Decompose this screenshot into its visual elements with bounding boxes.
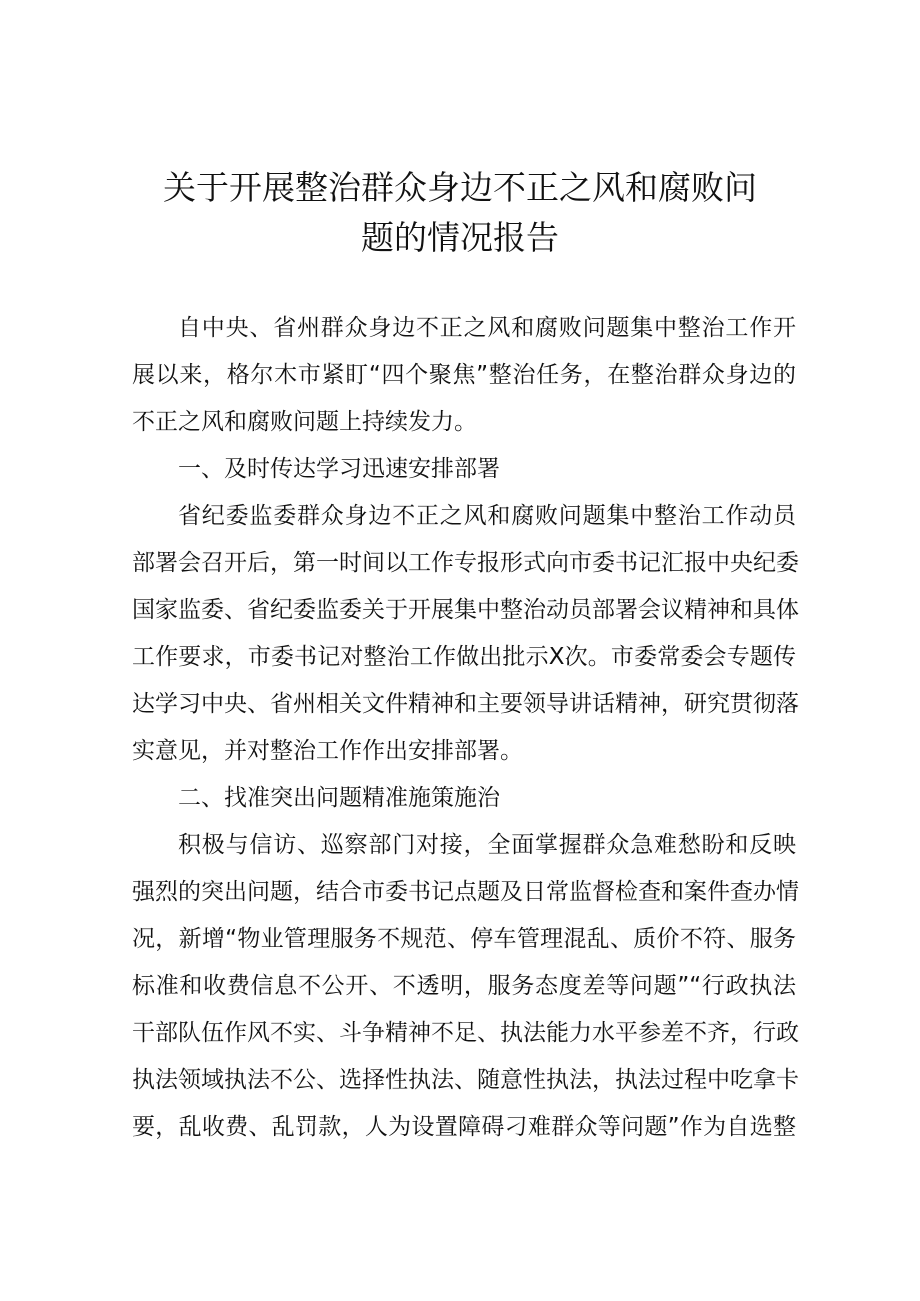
paragraph-intro xyxy=(132,305,796,446)
paragraph-line: 强烈的突出问题，结合市委书记点题及日常监督检查和案件查办情 xyxy=(132,879,799,905)
title-line-1: 关于开展整治群众身边不正之风和腐败问 xyxy=(163,168,757,207)
paragraph-line: 要，乱收费、乱罚款，人为设置障碍刁难群众等问题”作为自选整 xyxy=(132,1114,796,1140)
paragraph-line: 部署会召开后，第一时间以工作专报形式向市委书记汇报中央纪委 xyxy=(132,550,799,576)
section-heading-text: 一、及时传达学习迅速安排部署 xyxy=(178,456,500,482)
paragraph-line: 不正之风和腐败问题上持续发力。 xyxy=(132,409,477,435)
section-heading-2 xyxy=(132,775,796,822)
paragraph-line: 积极与信访、巡察部门对接，全面掌握群众急难愁盼和反映 xyxy=(178,832,796,858)
paragraph-line: 况，新增“物业管理服务不规范、停车管理混乱、质价不符、服务 xyxy=(132,926,796,952)
title-line-2: 题的情况报告 xyxy=(361,218,559,257)
paragraph-line: 执法领域执法不公、选择性执法、随意性执法，执法过程中吃拿卡 xyxy=(132,1067,799,1093)
paragraph-line: 展以来，格尔木市紧盯“四个聚焦”整治任务，在整治群众身边的 xyxy=(132,362,796,388)
paragraph-line: 达学习中央、省州相关文件精神和主要领导讲话精神，研究贯彻落 xyxy=(132,691,799,717)
paragraph-line: 省纪委监委群众身边不正之风和腐败问题集中整治工作动员 xyxy=(178,503,796,529)
section-heading-text: 二、找准突出问题精准施策施治 xyxy=(178,785,500,811)
paragraph-line: 干部队伍作风不实、斗争精神不足、执法能力水平参差不齐，行政 xyxy=(132,1020,799,1046)
paragraph-section-2 xyxy=(132,822,799,1151)
document-title xyxy=(120,163,800,263)
paragraph-line: 实意见，并对整治工作作出安排部署。 xyxy=(132,738,523,764)
paragraph-line: 自中央、省州群众身边不正之风和腐败问题集中整治工作开 xyxy=(178,315,796,341)
paragraph-section-1 xyxy=(132,493,799,775)
paragraph-line: 标准和收费信息不公开、不透明，服务态度差等问题”“行政执法 xyxy=(132,973,796,999)
paragraph-line: 工作要求，市委书记对整治工作做出批示X次。市委常委会专题传 xyxy=(132,644,796,670)
section-heading-1 xyxy=(132,446,796,493)
document-body xyxy=(132,305,799,1151)
paragraph-line: 国家监委、省纪委监委关于开展集中整治动员部署会议精神和具体 xyxy=(132,597,799,623)
